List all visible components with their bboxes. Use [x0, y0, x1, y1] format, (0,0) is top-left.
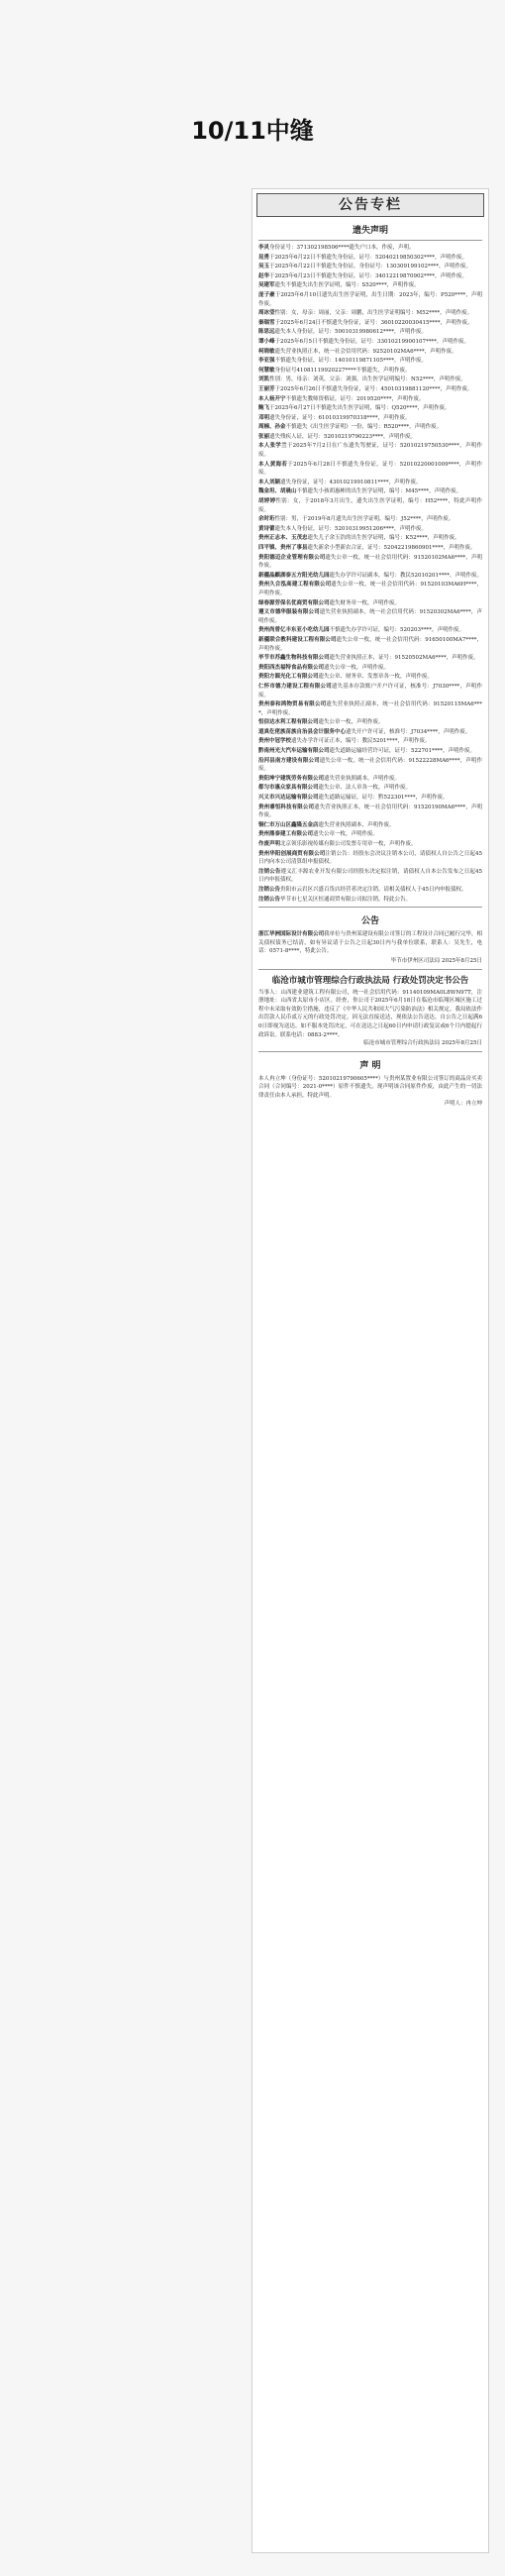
notice-lead: 昆勇 [258, 254, 270, 261]
notice-text: 遗失儿子余玉浩的出生医学证明，编号：K52****，声明作废。 [307, 535, 460, 542]
notice-text: 遗失基本存款账户开户许可证，核准号：J7030****，声明作废。 [258, 683, 482, 698]
notice-item [258, 254, 482, 263]
notice-item [258, 784, 482, 793]
notice-lead: 浙江华洲国际设计有限公司 [258, 931, 325, 938]
notice-text: 身份证号：371302198506****遗失户口本，作废，声明。 [269, 245, 415, 251]
notice-lead: 注销公告 [258, 868, 281, 875]
notice-item [258, 868, 482, 885]
notice-lead: 赵华 [258, 272, 270, 279]
notice-item [258, 554, 482, 571]
notice-text: 于2025年6月26日不慎遗失身份证，证号：45010319881120****，声明作废。 [274, 385, 473, 392]
notice-text: 遗失公章一枚，声明作废。 [318, 719, 384, 726]
notice-item [258, 487, 482, 496]
notice-text: 遗失道路运输经营许可证，证号：522701****，声明作废。 [329, 748, 476, 755]
notice-lead: 胡婷婷 [258, 498, 276, 505]
notice-lead: 道真仡佬族苗族自治县会计服务中心 [258, 728, 347, 735]
notice-item [258, 497, 482, 514]
notice-lead: 注销公告 [258, 896, 281, 903]
notice-item [258, 775, 482, 784]
notice-item [258, 830, 482, 839]
notice-item [258, 319, 482, 328]
notice-lead: 贵州正志本、玉茂忠 [258, 535, 308, 542]
notice-item [258, 328, 482, 337]
notice-lead: 王丽芳 [258, 385, 275, 392]
penalty-notice-signoff: 临沧市城市管理综合行政执法局 2025年8月25日 [363, 1040, 482, 1047]
notice-item [258, 309, 482, 318]
notice-column [252, 188, 489, 2553]
notice-lead: 谭小峰 [258, 338, 275, 345]
notice-lead: 贵州鼎泰建工有限公司 [258, 831, 314, 838]
loss-notice-list [252, 244, 488, 904]
notice-item [258, 673, 482, 682]
notice-text: 性别：女，母亲：周丽，父亲：周鹏，出生医学证明编号：M52****，声明作废。 [274, 310, 473, 317]
notice-text: 于2025年6月28日不慎遗失身份证，证号：52010220001009****，声明作废。 [258, 461, 482, 477]
notice-text: 毕节市七星关区恒通商贸有限公司拟注销，特此公告。 [280, 896, 412, 903]
notice-item [258, 850, 482, 867]
notice-lead: 贵州中冠学校 [258, 738, 292, 745]
notice-text: 我单位与贵州某建设有限公司签订的工程设计合同已履行完毕，相关债权债务已结清，如有异议请于公告之日起30日内与我单位联系，联系人：吴先生，电话：0571-8****，特此公告。 [258, 931, 482, 955]
notice-lead: 仁怀市德力建设工程有限公司 [258, 683, 332, 690]
notice-lead: 作废声明 [258, 841, 281, 847]
page-title: 10/11中缝 [191, 117, 314, 145]
notice-text: 遗失营业执照正本，统一社会信用代码：92520102MA6****，声明作废。 [274, 348, 457, 355]
notice-item [258, 886, 482, 895]
notice-text: 遗失本人身份证，证号：52010319951206****，声明作废。 [274, 525, 428, 532]
notice-lead: 贵州尚曾亿丰东亚小吃幼儿园 [258, 627, 330, 634]
notice-item [258, 654, 482, 663]
notice-lead: 秦瑞雪 [258, 319, 275, 326]
notice-lead: 陈思远 [258, 329, 275, 336]
notice-lead: 贵州泰和鸿物贸易有限公司 [258, 701, 327, 708]
notice-text: 遗失公章一枚，声明作废。 [324, 664, 390, 671]
notice-text: 遗失营业执照正本，统一社会信用代码：91520190MA6****，声明作废。 [258, 804, 482, 819]
notice-lead: 鲍飞 [258, 405, 270, 412]
notice-lead: 张丽 [258, 433, 270, 440]
notice-lead: 黔南州光大汽车运输有限公司 [258, 748, 330, 755]
notice-text: 遗失开户许可证，核准号：J7034****，声明作废。 [346, 728, 471, 735]
notice-item [258, 737, 482, 746]
notice-text: 遗失公章一枚，统一社会信用代码：91520103MA6H****，声明作废。 [258, 582, 482, 596]
notice-lead: 黄诗蕾 [258, 525, 275, 532]
notice-text: 遗失身份证，证号：61010319970318****，声明作废。 [269, 414, 411, 421]
notice-lead: 新疆晶麒湖泰五方阳光幼儿园 [258, 572, 330, 579]
notice-item [258, 461, 482, 478]
notice-text: 贵阳市云岩区兴盛百货店经营者决定注销，请相关债权人于45日内申报债权。 [280, 886, 467, 893]
notice-item [258, 525, 482, 534]
notice-item [258, 581, 482, 597]
notice-text: 遗失公章、财务章、发票章各一枚，声明作废。 [318, 674, 434, 681]
notice-lead: 贵阳坤宁建筑劳务有限公司 [258, 775, 325, 782]
notice-text: 遗失办学许可证正本，编号：教民5201****，声明作废。 [291, 738, 431, 745]
notice-item [258, 423, 482, 432]
notice-text: 遗失公章一枚，统一社会信用代码：91650100MA7****，声明作废。 [258, 636, 482, 652]
notice-lead: 邓明 [258, 414, 270, 421]
court-signoff: 毕节市伊州区司法局 2025年8月25日 [390, 957, 482, 964]
notice-text: 身份证号41081119920227****不慎遗失，声明作废。 [274, 367, 411, 374]
notice-lead: 贵州睿恒科技有限公司 [258, 804, 315, 810]
notice-lead: 遵义市德华服装有限公司 [258, 609, 320, 616]
declaration-signoff: 声明人：冉立坤 [444, 1101, 482, 1108]
notice-item [258, 608, 482, 625]
notice-item [258, 896, 482, 905]
notice-item [258, 636, 482, 653]
notice-lead: 周冰莹 [258, 310, 275, 317]
notice-lead: 吴建军 [258, 282, 275, 289]
notice-text: 不慎遗失《出生医学证明》一份，编号：R520****，声明作废。 [285, 424, 443, 431]
notice-item [258, 534, 482, 543]
notice-text: 性别：男，母亲：刘英，父亲：刘强，出生医学证明编号：N52****，声明作废。 [269, 376, 466, 383]
notice-text: 不慎遗失身份证，证号：14010119871105****，声明作废。 [274, 358, 428, 365]
column-header: 公告专栏 [256, 193, 484, 217]
notice-lead: 余时珩 [258, 516, 275, 523]
notice-item [258, 683, 482, 699]
notice-item [258, 479, 482, 487]
divider [258, 1051, 482, 1052]
notice-lead: 本人刘颖 [258, 479, 281, 485]
notice-item [258, 395, 482, 404]
notice-text: 遗失公章一枚，统一社会信用代码：91520102MA6****，声明作废。 [258, 554, 482, 570]
announcements-title: 公告 [360, 916, 379, 927]
notice-lead: 本人黄海若 [258, 461, 288, 468]
notice-text: 遗失营业执照副本，统一社会信用代码：91520302MA6****，声明作废。 [258, 609, 482, 624]
notice-lead: 恒信达水利工程有限公司 [258, 719, 319, 726]
notice-lead: 铜仁市万山区鑫隆五金店 [258, 821, 319, 828]
notice-lead: 毕节市苏鑫生物科技有限公司 [258, 655, 330, 662]
notice-lead: 李亚强 [258, 358, 275, 365]
notice-text: 遗失不慎遗失出生医学证明，编号：S520****，声明作废。 [274, 282, 420, 289]
notice-text: 遗失营业执照副本，声明作废。 [324, 775, 401, 782]
notice-text: 遗失身份证，证号：43010219910811****，声明作废。 [280, 479, 422, 485]
notice-text: 遗失新余小型新农合证，证号：52042219860901****，声明作废。 [307, 545, 476, 551]
notice-item [258, 572, 482, 581]
notice-item [258, 272, 482, 281]
notice-item [258, 840, 482, 849]
notice-item [258, 357, 482, 366]
penalty-notice-body: 当事人：山西建业建筑工程有限公司，统一社会信用代码：91140109MA0L8WN97T，注册地址：山西省太原市小店区。经查，你公司于2025年6月18日在临沧市临翔区城区施工过程中未采取有效防尘措施，违反了《中华人民共和国大气污染防治法》相关规定。我局依法作出罚款人民币贰万元的行政处罚决定。因无法直接送达，现依法公告送达，自公告之日起满60日即视为送达。如不服本处罚决定，可在送达之日起60日内申请行政复议或6个月内提起行政诉讼。联系电话：0883-2****。 [258, 989, 482, 1038]
notice-item [258, 599, 482, 608]
notice-item [258, 515, 482, 524]
notice-text: 遗失公章、法人章各一枚，声明作废。 [318, 785, 412, 792]
notice-lead: 庞子豪 [258, 291, 275, 298]
notice-item [258, 376, 482, 384]
notice-text: 于2025年7月2日在广东遗失驾驶证，证号：52010219750530****，声明作废。 [258, 443, 482, 459]
notice-text: 遗失残疾人证，证号：52010219790223****，声明作废。 [269, 433, 417, 440]
notice-lead: 李灵 [258, 245, 270, 251]
notice-item [258, 433, 482, 442]
notice-item [258, 718, 482, 727]
notice-lead: 本人杨开宁 [258, 395, 286, 402]
notice-text: 遗失道路运输证，证号：黔522301****，声明作废。 [318, 795, 449, 802]
notice-text: 不慎遗失小孩胡惠彬的出生医学证明，编号：M45****，声明作废。 [296, 488, 462, 495]
notice-item [258, 930, 482, 956]
notice-lead: 吴玉 [258, 264, 270, 270]
notice-item [258, 404, 482, 413]
notice-lead: 贵阳西杰福特食品有限公司 [258, 664, 325, 671]
notice-item [258, 263, 482, 271]
notice-item [258, 385, 482, 394]
notice-text: 遗失营业执照正副本，统一社会信用代码：91520115MA6****，声明作废。 [258, 701, 482, 716]
notice-item [258, 281, 482, 290]
loss-notices-title: 遗失声明 [352, 226, 388, 236]
notice-text: 注销公告：经股东会决议注销本公司，请债权人自公告之日起45日内向本公司清算组申报债权。 [258, 850, 482, 866]
notice-lead: 贵阳德迈企业管理有限公司 [258, 554, 326, 561]
notice-lead: 周楠、孙金 [258, 424, 286, 431]
notice-lead: 贵阳方圆光化工有限公司 [258, 674, 319, 681]
notice-item [258, 244, 482, 253]
notice-lead: 注销公告 [258, 886, 281, 893]
notice-lead: 何慧敏 [258, 367, 275, 374]
notice-text: 遗失营业执照副本，声明作废。 [318, 821, 395, 828]
notice-lead: 兴义市兴达运输有限公司 [258, 795, 319, 802]
divider [258, 240, 482, 241]
notice-lead: 本人张学兰 [258, 443, 287, 450]
notice-text: 于2025年6月23日不慎遗失身份证，证号：34012219870902****，声明作废。 [269, 272, 468, 279]
notice-item [258, 338, 482, 347]
notice-item [258, 291, 482, 308]
notice-item [258, 821, 482, 830]
notice-item [258, 348, 482, 357]
notice-lead: 绿春源劳保名优商贸有限公司 [258, 599, 330, 606]
notice-lead: 柯晓敏 [258, 348, 275, 355]
notice-item [258, 794, 482, 803]
notice-text: 于2025年6月10日遗失出生医学证明，出生日期：2023年，编号：P520****，声明作废。 [258, 291, 482, 307]
notice-text: 遵义汇丰源农业开发有限公司经股东决定拟注销，请债权人自本公告发布之日起45日内申报债权。 [258, 868, 482, 884]
divider [258, 907, 482, 908]
notice-item [258, 700, 482, 717]
notice-item [258, 626, 482, 635]
notice-lead: 刘凯 [258, 376, 270, 383]
notice-lead: 贵州华阳创展商贸有限公司 [258, 850, 326, 857]
declaration-title: 声 明 [359, 1060, 381, 1071]
notice-lead: 贵州久合泓高建工程有限公司 [258, 582, 332, 589]
notice-lead: 四平镇、贵州了事县 [258, 545, 308, 551]
notice-text: 于2025年6月22日不慎遗失身份证，证号：52040219850302****，声明作废。 [269, 254, 468, 261]
divider [258, 969, 482, 970]
notice-item [258, 367, 482, 376]
notice-item [258, 442, 482, 459]
notice-text: 遗失财务章一枚，声明作废。 [329, 599, 401, 606]
notice-item [258, 664, 482, 673]
notice-text: 性别：女，于2018年3月出生，遗失出生医学证明，编号：H52****，特此声明作废。 [258, 498, 482, 513]
notice-text: 遗失公章一枚，统一社会信用代码：91522228MA6****，声明作废。 [258, 757, 482, 773]
notice-text: 于2025年6月22日不慎遗失身份证，身份证号：130309199102****，声明作废。 [269, 264, 472, 270]
notice-item [258, 728, 482, 737]
announcement-list [252, 930, 488, 956]
notice-text: 于2025年6月27日不慎遗失出生医学证明，编号：Q520****，声明作废。 [269, 405, 451, 412]
notice-text: 不慎遗失教师资格证，证号：2019520****，声明作废。 [285, 395, 425, 402]
notice-item [258, 544, 482, 553]
notice-text: 遗失本人身份证，证号：50010319980612****，声明作废。 [274, 329, 428, 336]
notice-item [258, 804, 482, 820]
notice-item [258, 747, 482, 756]
notice-text: 不慎遗失办学许可证，编号：520203****，声明作废。 [329, 627, 465, 634]
notice-lead: 新疆联合教科建设工程有限公司 [258, 636, 337, 643]
notice-text: 于2025年6月5日不慎遗失身份证，证号：33010219900107****，声明作废。 [274, 338, 470, 345]
notice-lead: 都匀市惠众家具有限公司 [258, 785, 319, 792]
declaration-body: 本人冉立坤（身份证号：52010219790605****）与贵州某置业有限公司签订的商品房买卖合同（合同编号：2021-0****）原件不慎遗失，现声明该合同原件作废，由此产生的一切法律责任由本人承担，特此声明。 [258, 1075, 482, 1099]
notice-text: 遗失营业执照正本，证号：91520502MA6****，声明作废。 [329, 655, 479, 662]
notice-text: 于2025年6月24日不慎遗失身份证，证号：36010220030415****，声明作废。 [274, 319, 473, 326]
notice-item [258, 757, 482, 774]
notice-item [258, 414, 482, 423]
notice-text: 性别：男，于2019年8月遗失出生医学证明，编号：J52****，声明作废。 [274, 516, 454, 523]
penalty-notice-title: 临沧市城市管理综合行政执法局 行政处罚决定书公告 [271, 975, 469, 986]
notice-text: 遗失办学许可证副本，编号：教民52010201****，声明作废。 [329, 572, 483, 579]
notice-text: 北京领乐影视传媒有限公司发票专用章一枚，声明作废。 [280, 841, 417, 847]
notice-lead: 魏金坦、胡晨山 [258, 488, 297, 495]
notice-lead: 沿河县南方建设有限公司 [258, 757, 320, 764]
notice-text: 遗失公章一枚，声明作废。 [313, 831, 379, 838]
